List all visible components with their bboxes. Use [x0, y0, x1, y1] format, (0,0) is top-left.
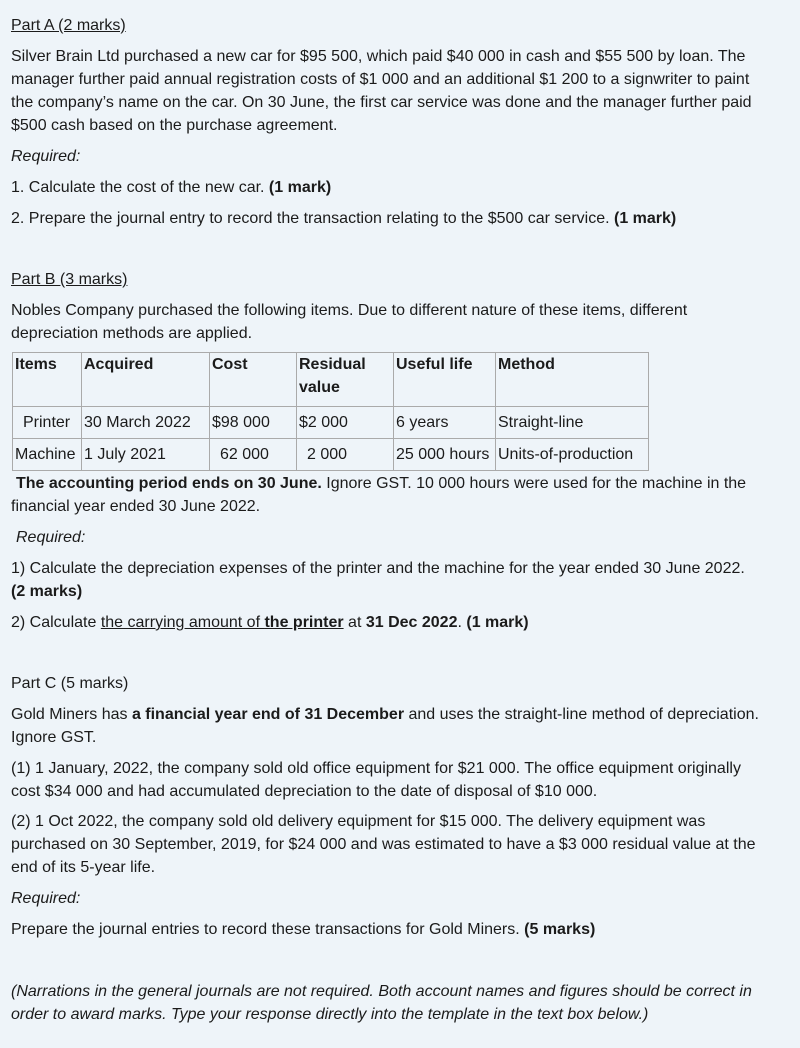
header-cell: Useful life: [394, 353, 496, 407]
table-cell: 30 March 2022: [82, 407, 210, 439]
period-text: Ignore GST. 10 000 hours were used for the machine in the: [321, 475, 747, 492]
table-cell: 2 000: [297, 439, 394, 471]
depreciation-items-table: [12, 352, 649, 471]
period-bold-text: The accounting period ends on 30 June.: [16, 475, 322, 492]
table-cell: Units-of-production: [496, 439, 649, 471]
part-a-paragraph-line: Silver Brain Ltd purchased a new car for $95 500, which paid $40 000 in cash and $55 500 by loan. The: [11, 48, 746, 65]
table-cell: Machine: [13, 439, 82, 471]
part-c-item-2-line: purchased on 30 September, 2019, for $24 000 and was estimated to have a $3 000 residual value at the: [11, 836, 756, 853]
table-cell: 25 000 hours: [394, 439, 496, 471]
question-marks: (2 marks): [11, 583, 83, 600]
part-c-item-2-line: end of its 5-year life.: [11, 859, 156, 876]
part-c-intro-line: Ignore GST.: [11, 729, 97, 746]
question-marks: (1 mark): [466, 614, 529, 631]
part-b-question-1-marks: [11, 580, 82, 603]
part-a-required-label: Required:: [11, 148, 81, 165]
underlined-bold-text: the printer: [264, 614, 344, 631]
part-b-question-2: [11, 611, 529, 634]
question-text: 2. Prepare the journal entry to record the transaction relating to the $500 car service.: [11, 210, 614, 227]
table-row: [13, 439, 649, 471]
header-cell: Items: [13, 353, 82, 407]
part-a-heading: Part A (2 marks): [11, 17, 126, 34]
table-cell: $2 000: [297, 407, 394, 439]
part-a-paragraph-line: $500 cash based on the purchase agreement.: [11, 117, 338, 134]
question-marks: (1 mark): [268, 179, 332, 196]
task-text: Prepare the journal entries to record these transactions for Gold Miners.: [11, 921, 525, 938]
part-a-paragraph-line: the company’s name on the car. On 30 June, the first car service was done and the manager further paid: [11, 94, 752, 111]
table-header-row: [13, 353, 649, 407]
table-cell: 6 years: [394, 407, 496, 439]
question-text: 1. Calculate the cost of the new car.: [11, 179, 269, 196]
intro-text: and uses the straight-line method of depreciation.: [404, 706, 759, 723]
instruction-note-line: order to award marks. Type your response directly into the template in the text box below.): [11, 1006, 649, 1023]
part-a-paragraph-line: manager further paid annual registration costs of $1 000 and an additional $1 200 to a signwriter to paint: [11, 71, 750, 88]
part-c-item-1-line: (1) 1 January, 2022, the company sold old office equipment for $21 000. The office equipment originally: [11, 760, 741, 777]
header-cell: Acquired: [82, 353, 210, 407]
intro-text: Gold Miners has: [11, 706, 132, 723]
table-cell: 62 000: [210, 439, 297, 471]
header-cell-line: Residual: [299, 356, 366, 373]
header-cell: Cost: [210, 353, 297, 407]
part-c-item-1-line: cost $34 000 and had accumulated depreciation to the date of disposal of $10 000.: [11, 783, 598, 800]
table-row: [13, 407, 649, 439]
part-c-heading: Part C (5 marks): [11, 675, 129, 692]
part-b-intro-line: depreciation methods are applied.: [11, 325, 253, 342]
part-b-required-label: Required:: [16, 529, 86, 546]
part-a-question-2: [11, 207, 676, 230]
question-text: .: [457, 614, 467, 631]
table-cell: 1 July 2021: [82, 439, 210, 471]
part-a-question-1: [11, 176, 331, 199]
header-cell: Method: [496, 353, 649, 407]
question-marks: (1 mark): [614, 210, 677, 227]
instruction-note-line: (Narrations in the general journals are not required. Both account names and figures should be correct in: [11, 983, 752, 1000]
part-c-item-2-line: (2) 1 Oct 2022, the company sold old delivery equipment for $15 000. The delivery equipment was: [11, 813, 706, 830]
intro-bold-text: a financial year end of 31 December: [131, 706, 405, 723]
part-b-heading: Part B (3 marks): [11, 271, 128, 288]
question-text: 2) Calculate: [11, 614, 101, 631]
part-c-required-label: Required:: [11, 890, 81, 907]
question-text: at: [343, 614, 366, 631]
part-b-intro-line: Nobles Company purchased the following items. Due to different nature of these items, different: [11, 302, 688, 319]
bold-date: 31 Dec 2022: [365, 614, 458, 631]
question-marks: (5 marks): [524, 921, 596, 938]
underlined-text: the carrying amount of: [100, 614, 265, 631]
table-cell: Straight-line: [496, 407, 649, 439]
part-b-period-note: [16, 472, 746, 495]
part-b-question-1: 1) Calculate the depreciation expenses of the printer and the machine for the year ended 30 June 2022.: [11, 560, 745, 577]
part-c-intro: [11, 703, 759, 726]
header-cell: [297, 353, 394, 407]
table-cell: $98 000: [210, 407, 297, 439]
header-cell-line: value: [299, 379, 340, 396]
part-c-task: [11, 918, 595, 941]
table-cell: Printer: [13, 407, 82, 439]
part-b-period-note-line: financial year ended 30 June 2022.: [11, 498, 261, 515]
